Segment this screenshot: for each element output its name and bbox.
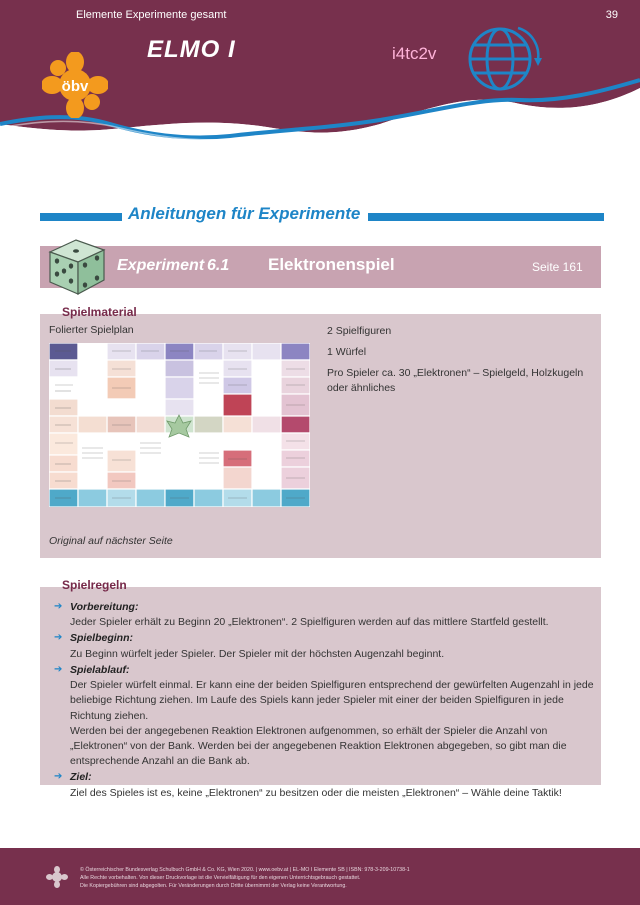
rule-item — [54, 600, 594, 630]
footer-line: © Österreichischer Bundesverlag Schulbuch GmbH & Co. KG, Wien 2020. | www.oebv.at | EL-MO I Elemente SB | ISBN: 978-3-209-10738-1 — [80, 867, 410, 873]
rule-text: Zu Beginn würfelt jeder Spieler. Der Spieler mit der höchsten Augenzahl beginnt. — [70, 647, 445, 660]
online-code: i4tc2v — [392, 44, 437, 63]
chapter-title: 6: Redox-Reaktion — [142, 140, 283, 157]
rule-text: Der Spieler würfelt einmal. Er kann eine der beiden Spielfiguren entsprechend der gewürfelten Augenzahl in jede beliebige Richtung ziehen. Im Laufe des Spiels kann jeder Spieler mit einer der beiden Spielfiguren in jede Richtung ziehen. — [70, 679, 594, 722]
board-label: Folierter Spielplan — [49, 324, 134, 336]
rules-list — [54, 600, 594, 802]
rule-title: Ziel: — [70, 771, 92, 784]
footer-logo-icon — [46, 866, 68, 888]
page-number: 39 — [605, 9, 618, 21]
series-title: ELMO I — [147, 36, 236, 63]
rule-title: Vorbereitung: — [70, 601, 139, 613]
section-title: Anleitungen für Experimente — [128, 204, 361, 223]
arrow-icon: ➔ — [54, 771, 63, 783]
experiment-title: Elektronenspiel — [268, 255, 395, 274]
rule-item — [54, 770, 594, 800]
rule-text: Ziel des Spieles ist es, keine „Elektronen“ zu besitzen oder die meisten „Elektronen“ – Wähle deine Taktik! — [70, 786, 562, 799]
material-item: Pro Spieler ca. 30 „Elektronen“ – Spielgeld, Holzkugeln oder ähnliches — [327, 367, 584, 394]
material-list — [327, 324, 587, 402]
obv-logo-text: öbv — [61, 78, 89, 95]
footer-line: Alle Rechte vorbehalten. Von dieser Druckvorlage ist die Vervielfältigung für den eigenen Unterrichtsgebrauch gestattet. — [80, 875, 361, 882]
section-bar-left — [40, 213, 122, 221]
arrow-icon: ➔ — [54, 632, 63, 644]
section-bar-right — [368, 213, 604, 221]
experiment-page-ref: Seite 161 — [532, 260, 583, 274]
game-board-image — [49, 343, 310, 507]
rule-item — [54, 631, 594, 661]
rules-heading: Spielregeln — [62, 578, 127, 592]
experiment-number: 6.1 — [207, 257, 230, 274]
experiment-label: Experiment — [117, 257, 205, 274]
globe-icon — [460, 18, 542, 100]
rule-title: Spielbeginn: — [70, 632, 133, 645]
material-item: 2 Spielfiguren — [327, 325, 392, 337]
rule-title: Spielablauf: — [70, 663, 130, 676]
running-title: Elemente Experimente gesamt — [76, 9, 227, 21]
rule-item — [54, 663, 594, 770]
footer-line: Die Kopiergebühren sind abgegolten. Für Veränderungen durch Dritte übernimmt der Verlag keine Verantwortung. — [80, 883, 347, 890]
material-note: Original auf nächster Seite — [49, 535, 173, 547]
rule-text: Werden bei der angegebenen Reaktion Elektronen aufgenommen, so erhält der Spieler die Anzahl von „Elektronen“ von der Bank. Werden bei der angegebenen Reaktion Elektronen abgegeben, so gibt man die entsprechende Anzahl an die Bank ab. — [70, 724, 567, 768]
material-heading: Spielmaterial — [62, 305, 137, 319]
rule-text: Jeder Spieler erhält zu Beginn 20 „Elektronen“. 2 Spielfiguren werden auf das mittlere Startfeld gestellt. — [70, 616, 549, 629]
obv-logo — [42, 52, 108, 118]
material-item: 1 Würfel — [327, 346, 367, 359]
dice-icon — [44, 236, 110, 296]
footer-text — [80, 866, 580, 891]
arrow-icon: ➔ — [54, 663, 63, 675]
arrow-icon: ➔ — [54, 601, 63, 612]
